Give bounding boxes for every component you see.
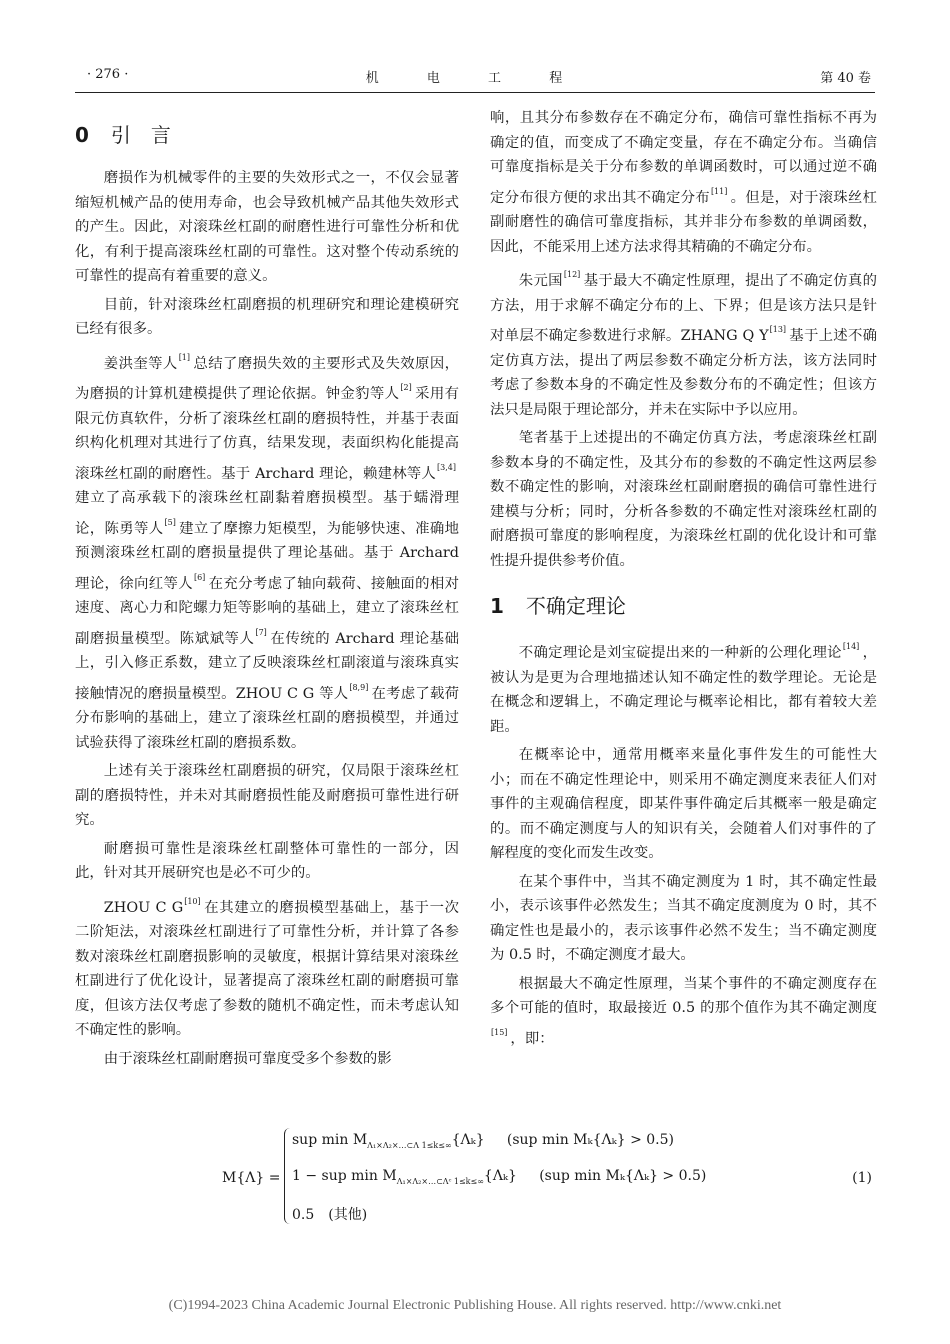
- section-number: 0: [75, 123, 89, 147]
- volume-label: 第 40 卷: [820, 71, 871, 86]
- page-header: [75, 64, 875, 93]
- section-heading-1: [490, 591, 877, 621]
- paragraph: 上述有关于滚珠丝杠副磨损的研究，仅局限于滚珠丝杠副的磨损特性，并未对其耐磨损性能及耐磨损可靠性进行研究。: [75, 763, 459, 828]
- page-number: · 276 ·: [87, 67, 129, 82]
- citation[interactable]: [2]: [400, 383, 412, 392]
- paragraph: 不确定理论是刘宝碇提出来的一种新的公理化理论[14] ，被认为是更为合理地描述认知不确定性的数学理论。无论是在概念和逻辑上，不确定理论与概率论相比，都有着较大差距。: [490, 642, 877, 735]
- paragraph: ZHOU C G[10] 在其建立的磨损模型基础上，基于一次二阶矩法，对滚珠丝杠副进行了可靠性分析，并计算了各参数对滚珠丝杠副磨损影响的灵敏度，根据计算结果对滚珠丝杠副进行了优化设计，显著提高了滚珠丝杠副的耐磨损可靠度，但该方法仅考虑了参数的随机不确定性，而未考虑认知不确定性的影响。: [75, 896, 459, 1038]
- copyright-footer: (C)1994-2023 China Academic Journal Electronic Publishing House. All rights reserved. http://www.cnki.net: [168, 1298, 782, 1313]
- citation[interactable]: [14]: [842, 642, 860, 651]
- citation[interactable]: [5]: [164, 517, 176, 527]
- section-title: 不确定理论: [525, 594, 626, 618]
- piecewise-brace: [284, 1128, 291, 1224]
- citation[interactable]: [12]: [563, 270, 581, 279]
- paragraph: 响，且其分布参数存在不确定分布，确信可靠性指标不再为确定的值，而变成了不确定变量，存在不确定分布。当确信可靠度指标是关于分布参数的单调函数时，可以通过逆不确定分布很方便的求出其不确定分布[11] 。但是，对于滚珠丝杠副耐磨性的确信可靠度指标，其并非分布参数的单调函数，因此，不能采用上述方法求得其精确的不确定分布。: [490, 110, 877, 255]
- equation-case-3: 0.5 (其他): [292, 1207, 368, 1223]
- citation[interactable]: [8,9]: [349, 682, 369, 692]
- citation[interactable]: [6]: [193, 572, 206, 582]
- journal-name: 机 电 工 程: [365, 71, 585, 86]
- equation-1: [210, 1128, 880, 1228]
- equation-case-2: 1 − sup $\min M_{\Lambda_1\times\Lambda_2\times\dots\subset\Lambda ᶜ 1\le k\le\infty}\{\Lambda_k\}$ (sup min Mₖ{Λₖ} > 0.5): [292, 1168, 707, 1186]
- equation-number: (1): [852, 1170, 872, 1186]
- paragraph: 在某个事件中，当其不确定测度为 1 时，其不确定性最小，表示该事件必然发生；当其不确定度测度为 0 时，其不确定性也是最小的，表示该事件必然不发生；当不确定测度为 0.5 时，不确定测度才最大。: [490, 873, 877, 963]
- citation[interactable]: [15]: [491, 1027, 508, 1037]
- paragraph: 笔者基于上述提出的不确定仿真方法，考虑滚珠丝杠副参数本身的不确定性，及其分布的参数的不确定性这两层参数不确定性的影响，对滚珠丝杠副耐磨损的确信可靠性进行建模与分析；同时，分析各参数的不确定性对滚珠丝杠副的耐磨损可靠度的影响程度，为滚珠丝杠副的优化设计和可靠性提升提供参考价值。: [490, 430, 877, 569]
- left-column: [75, 120, 459, 1071]
- section-heading-0: [75, 120, 459, 150]
- paragraph: 耐磨损可靠性是滚珠丝杠副整体可靠性的一部分，因此，针对其开展研究也是必不可少的。: [75, 840, 459, 881]
- paragraph: 朱元国[12] 基于最大不确定性原理，提出了不确定仿真的方法，用于求解不确定分布的上、下界；但是该方法只是针对单层不确定参数进行求解。ZHANG Q Y[13] 基于上述不确定仿真方法，提出了两层参数不确定分析方法，该方法同时考虑了参数本身的不确定性及参数分布的不确定性；但该方法只是局限于理论部分，并未在实际中予以应用。: [490, 270, 877, 418]
- paragraph: 在概率论中，通常用概率来量化事件发生的可能性大小；而在不确定性理论中，则采用不确定测度来表征人们对事件的主观确信程度，即某件事件确定后其概率一般是确定的。而不确定测度与人的知识有关，会随着人们对事件的了解程度的变化而发生改变。: [490, 747, 877, 861]
- paragraph: 磨损作为机械零件的主要的失效形式之一，不仅会显著缩短机械产品的使用寿命，也会导致机械产品其他失效形式的产生。因此，对滚珠丝杠副的耐磨性进行可靠性分析和优化，有利于提高滚珠丝杠副的可靠性。这对整个传动系统的可靠性的提高有着重要的意义。: [75, 170, 459, 284]
- equation-case-1: sup $\min M_{\Lambda_1\times\Lambda_2\times\dots\subset\Lambda 1\le k\le\infty}\{\Lambda_k\}$ (sup min Mₖ{Λₖ} > 0.5): [292, 1132, 674, 1150]
- citation[interactable]: [13]: [769, 325, 787, 334]
- right-column: [490, 106, 877, 1051]
- citation[interactable]: [11]: [710, 186, 728, 196]
- citation[interactable]: [10]: [184, 896, 201, 906]
- equation-lhs: M{Λ} =: [222, 1170, 281, 1186]
- section-title: 引 言: [110, 123, 171, 147]
- citation[interactable]: [3,4]: [437, 462, 456, 472]
- citation[interactable]: [1]: [178, 352, 191, 362]
- paragraph: 姜洪奎等人[1] 总结了磨损失效的主要形式及失效原因，为磨损的计算机建模提供了理论依据。钟金豹等人[2] 采用有限元仿真软件，分析了滚珠丝杠副的磨损特性，并基于表面织构化机理对其进行了仿真，结果发现，表面织构化能提高滚珠丝杠副的耐磨性。基于 Archard 理论，赖建林等人[3,4]建立了高承载下的滚珠丝杠副黏着磨损模型。基于蠕滑理论，陈勇等人[5] 建立了摩擦力矩模型，为能够快速、准确地预测滚珠丝杠副的磨损量提供了理论基础。基于 Archard 理论，徐向红等人[6] 在充分考虑了轴向载荷、接触面的相对速度、离心力和陀螺力矩等影响的基础上，建立了滚珠丝杠副磨损量模型。陈斌斌等人[7] 在传统的 Archard 理论基础上，引入修正系数，建立了反映滚珠丝杠副滚道与滚珠真实接触情况的磨损量模型。ZHOU C G 等人[8,9] 在考虑了载荷分布影响的基础上，建立了滚珠丝杠副的磨损模型，并通过试验获得了滚珠丝杠副的磨损系数。: [75, 352, 459, 751]
- section-number: 1: [490, 594, 504, 618]
- citation[interactable]: [7]: [255, 627, 267, 637]
- paragraph: 根据最大不确定性原理，当某个事件的不确定测度存在多个可能的值时，取最接近 0.5 的那个值作为其不确定测度[15] ，即：: [490, 975, 877, 1047]
- paragraph: 由于滚珠丝杠副耐磨损可靠度受多个参数的影: [103, 1050, 392, 1067]
- paragraph: 目前，针对滚珠丝杠副磨损的机理研究和理论建模研究已经有很多。: [75, 296, 459, 337]
